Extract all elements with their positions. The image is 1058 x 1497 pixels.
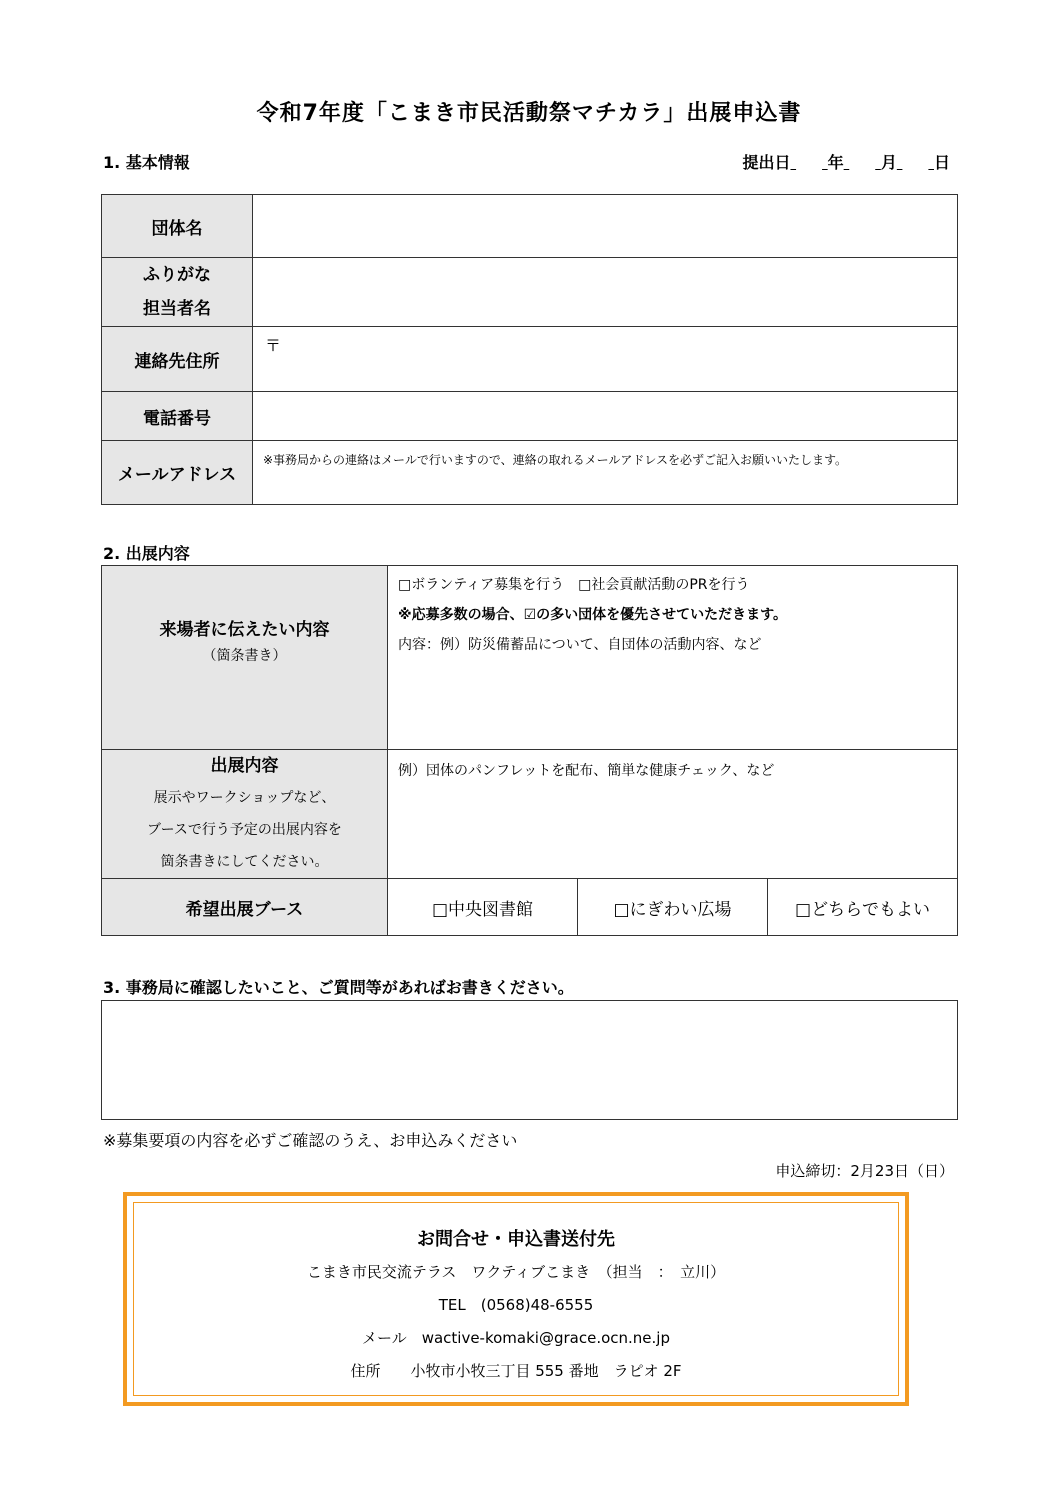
date-year: 年 [827,153,844,172]
content-desc-2: ブースで行う予定の出展内容を [147,822,342,838]
exhibit-table [101,565,958,936]
booth-option-plaza[interactable]: □にぎわい広場 [578,879,768,936]
contact-inner [133,1202,899,1396]
content-desc-3: 箇条書きにしてください。 [160,854,329,870]
contact-mail[interactable]: メール wactive-komaki@grace.ocn.ne.jp [362,1329,670,1347]
message-label: 来場者に伝えたい内容 [159,620,330,640]
page-title: 令和7年度「こまき市民活動祭マチカラ」出展申込書 [256,101,802,126]
submission-date [742,150,950,173]
questions-field[interactable] [101,1000,958,1120]
postal-mark: 〒 [265,336,282,355]
contact-tel: TEL (0568)48-6555 [438,1296,594,1314]
message-label-cell [102,566,388,750]
org-name-field[interactable] [253,195,958,258]
content-example: 例）団体のパンフレットを配布、簡単な健康チェック、など [398,763,775,779]
person-label: 担当者名 [143,299,211,319]
message-example: 内容：例）防災備蓄品について、自団体の活動内容、など [398,637,762,653]
phone-label: 電話番号 [102,392,253,441]
message-field[interactable] [388,566,958,750]
email-field[interactable] [253,441,958,505]
section2-heading: 2. 出展内容 [103,544,190,563]
contact-person-field[interactable] [253,258,958,327]
contact-person-label [102,258,253,327]
booth-option-library[interactable]: □中央図書館 [388,879,578,936]
phone-field[interactable] [253,392,958,441]
date-label: 提出日 [742,153,791,172]
email-note: ※事務局からの連絡はメールで行いますので、連絡の取れるメールアドレスを必ずご記入お願いいたします。 [263,453,848,467]
contact-address: 住所 小牧市小牧三丁目 555 番地 ラピオ 2F [350,1362,682,1380]
booth-label: 希望出展ブース [102,879,388,936]
address-field[interactable] [253,327,958,392]
contact-box [123,1192,909,1406]
message-options: □ボランティア募集を行う □社会貢献活動のPRを行う [398,577,750,593]
section1-heading: 1. 基本情報 [103,153,190,172]
contact-org: こまき市民交流テラス ワクティブこまき （担当 ： 立川） [306,1263,726,1281]
content-field[interactable] [388,750,958,879]
priority-note: ※応募多数の場合、☑の多い団体を優先させていただきます。 [398,607,788,623]
address-label: 連絡先住所 [102,327,253,392]
message-sublabel: （箇条書き） [202,648,287,664]
org-name-label: 団体名 [102,195,253,258]
content-label: 出展内容 [210,756,279,776]
contact-title: お問合せ・申込書送付先 [417,1229,615,1250]
content-label-cell [102,750,388,879]
section3-heading: 3. 事務局に確認したいこと、ご質問等があればお書きください。 [103,978,574,997]
email-label: メールアドレス [102,441,253,505]
notice: ※募集要項の内容を必ずご確認のうえ、お申込みください [103,1131,518,1150]
deadline: 申込締切：2月23日（日） [775,1162,954,1180]
date-day: 日 [933,153,950,172]
basic-info-table [101,194,958,505]
date-month: 月 [880,153,897,172]
furigana-label: ふりがな [143,265,211,285]
booth-option-either[interactable]: □どちらでもよい [768,879,958,936]
content-desc-1: 展示やワークショップなど、 [153,790,336,806]
